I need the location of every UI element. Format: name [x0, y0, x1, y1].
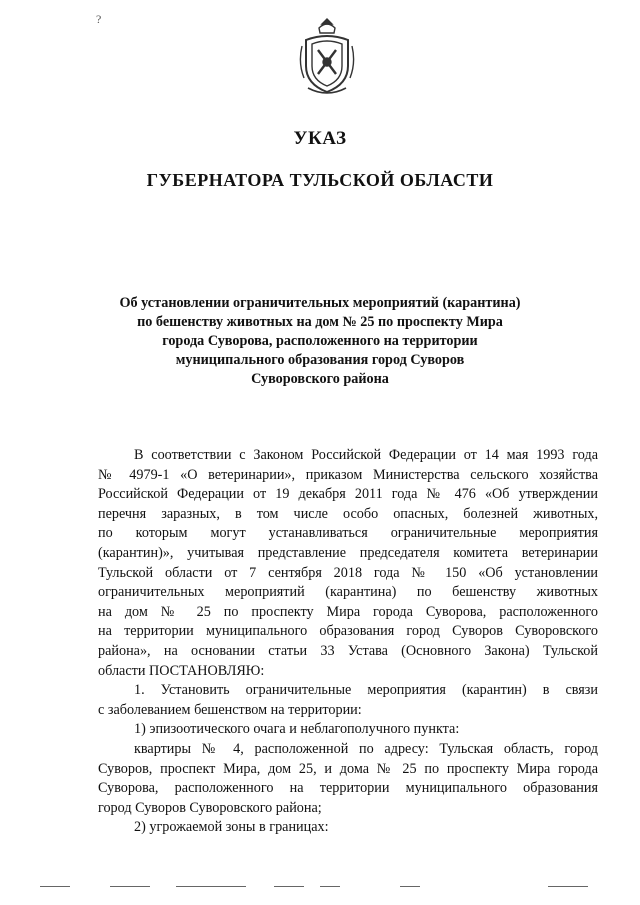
scan-artifact-line	[40, 886, 70, 887]
body-line: перечня заразных, в том числе особо опасных, болезней животных,	[98, 505, 598, 522]
document-body	[98, 446, 598, 838]
scan-artifact-line	[274, 886, 304, 887]
body-line: № 4979-1 «О ветеринарии», приказом Министерства сельского хозяйства	[98, 466, 598, 483]
body-line: на территории муниципального образования город Суворов Суворовского	[98, 623, 598, 640]
body-line: с заболеванием бешенством на территории:	[98, 701, 362, 718]
body-line: Российской Федерации от 19 декабря 2011 года № 476 «Об утверждении	[98, 486, 598, 503]
scan-artifact-line	[110, 886, 150, 887]
body-line: город Суворов Суворовского района;	[98, 799, 322, 816]
body-line: области ПОСТАНОВЛЯЮ:	[98, 662, 265, 679]
document-subtitle: ГУБЕРНАТОРА ТУЛЬСКОЙ ОБЛАСТИ	[146, 170, 494, 190]
subject-line: по бешенству животных на дом № 25 по проспекту Мира	[137, 314, 503, 330]
body-line: (карантин)», учитывая представление председателя комитета ветеринарии	[98, 544, 598, 561]
body-line: ограничительных мероприятий (карантина) по бешенству животных	[98, 584, 598, 601]
body-line: Суворов, проспект Мира, дом 25, и дома № 25 по проспекту Мира города	[98, 760, 598, 777]
coat-of-arms-emblem	[298, 18, 356, 98]
scan-artifact-line	[320, 886, 340, 887]
stray-mark: ?	[96, 12, 102, 26]
body-line: В соответствии с Законом Российской Федерации от 14 мая 1993 года	[134, 447, 598, 463]
document-title: УКАЗ	[293, 128, 347, 149]
body-line: Суворова, расположенного на территории муниципального образования	[98, 780, 598, 797]
subject-line: города Суворова, расположенного на территории	[162, 333, 478, 349]
body-line: 1. Установить ограничительные мероприятия (карантин) в связи	[134, 682, 598, 699]
body-line: квартиры № 4, расположенной по адресу: Тульская область, город	[134, 740, 598, 757]
body-line: района», на основании статьи 33 Устава (Основного Закона) Тульской	[98, 642, 598, 659]
document-subject	[80, 294, 560, 389]
subject-line: Об установлении ограничительных мероприятий (карантина)	[119, 295, 521, 311]
body-line: 1) эпизоотического очага и неблагополучного пункта:	[134, 721, 460, 738]
scan-artifact-line	[176, 886, 246, 887]
body-line: Тульской области от 7 сентября 2018 года № 150 «Об установлении	[98, 564, 598, 581]
scan-artifact-line	[400, 886, 420, 887]
body-line: по которым могут устанавливаться ограничительные мероприятия	[98, 525, 598, 542]
body-line: 2) угрожаемой зоны в границах:	[134, 819, 329, 836]
subject-line: муниципального образования город Суворов	[175, 352, 465, 368]
subject-line: Суворовского района	[251, 371, 389, 387]
body-line: на дом № 25 по проспекту Мира города Суворова, расположенного	[98, 603, 598, 620]
scan-artifact-line	[548, 886, 588, 887]
